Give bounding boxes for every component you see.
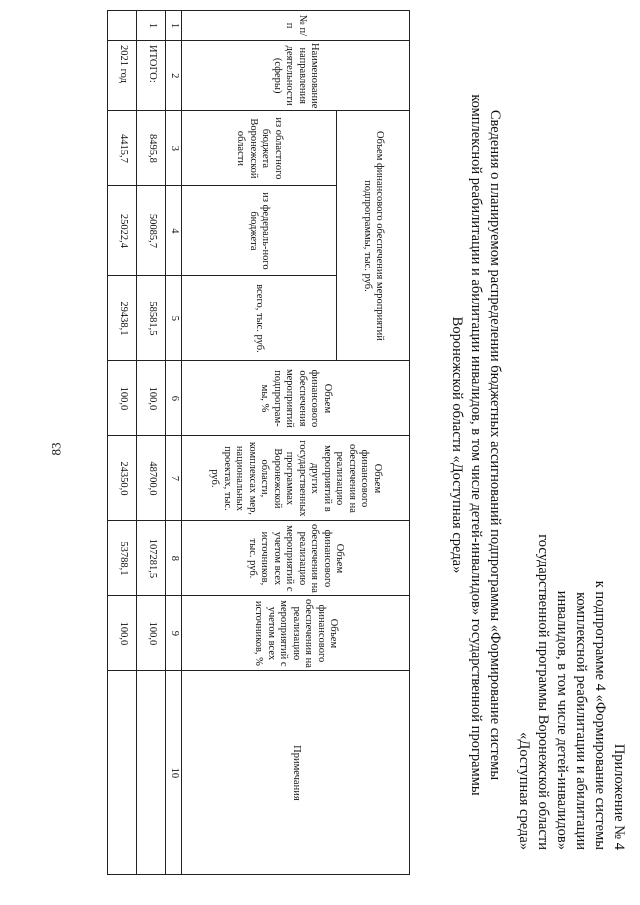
column-number: 6 — [166, 361, 182, 436]
document-heading — [447, 10, 504, 880]
table-row — [108, 11, 137, 875]
appendix-line: инвалидов, в том числе детей-инвалидов» — [554, 590, 570, 850]
column-number: 9 — [166, 596, 182, 671]
cell-notes — [108, 671, 137, 875]
cell-federal: 50085,7 — [137, 186, 166, 276]
cell-all-sources-pct: 100,0 — [137, 596, 166, 671]
rotated-sheet — [42, 10, 640, 880]
header-regional: из областного бюджета Воронежской области — [182, 111, 337, 186]
cell-other: 24350,0 — [108, 436, 137, 521]
heading-line: комплексной реабилитации и абилитации инвалидов, в том числе детей-инвалидов» государственной программы — [468, 94, 484, 796]
cell-federal: 25022,4 — [108, 186, 137, 276]
column-number: 10 — [166, 671, 182, 875]
cell-name: 2021 год — [108, 41, 137, 111]
cell-all-sources: 53788,1 — [108, 521, 137, 596]
cell-share: 100,0 — [108, 361, 137, 436]
header-all-sources-pct: Объем финансового обеспечения на реализацию мероприятий с учетом всех источников, % — [182, 596, 410, 671]
heading-line: Воронежской области «Доступная среда» — [449, 316, 465, 574]
appendix-line: к подпрограмме 4 «Формирование системы — [592, 580, 608, 850]
header-total: всего, тыс. руб. — [182, 276, 337, 361]
column-number: 7 — [166, 436, 182, 521]
cell-all-sources-pct: 100,0 — [108, 596, 137, 671]
cell-total: 29438,1 — [108, 276, 137, 361]
column-number: 5 — [166, 276, 182, 361]
column-number: 2 — [166, 41, 182, 111]
appendix-line: «Доступная среда» — [516, 732, 532, 850]
header-no: № п/п — [182, 11, 410, 41]
header-notes: Примечания — [182, 671, 410, 875]
column-number: 4 — [166, 186, 182, 276]
heading-line: Сведения о планируемом распределении бюджетных ассигнований подпрограммы «Формирование системы — [487, 109, 503, 781]
header-all-sources: Объем финансового обеспечения на реализацию мероприятий с учетом всех источников, тыс. руб. — [182, 521, 410, 596]
table-row — [137, 11, 166, 875]
header-direction: Наименование направления деятельности (сферы) — [182, 41, 410, 111]
appendix-line: Приложение № 4 — [611, 743, 627, 850]
appendix-line: государственной программы Воронежской области — [535, 534, 551, 850]
cell-total: 58581,5 — [137, 276, 166, 361]
column-number: 1 — [166, 11, 182, 41]
cell-share: 100,0 — [137, 361, 166, 436]
cell-notes — [137, 671, 166, 875]
cell-other: 48700,0 — [137, 436, 166, 521]
financing-table — [108, 10, 411, 875]
cell-regional: 4415,7 — [108, 111, 137, 186]
header-share: Объем финансового обеспечения мероприятий подпрограм-мы, % — [182, 361, 410, 436]
cell-all-sources: 107281,5 — [137, 521, 166, 596]
header-federal: из федераль-ного бюджета — [182, 186, 337, 276]
header-other: Объем финансового обеспечения на реализацию мероприятий в других государственных программах Воронежской области, комплексах мер, национальных проектах, тыс. руб. — [182, 436, 410, 521]
appendix-line: комплексной реабилитации и абилитации — [573, 592, 589, 850]
header-group: Объем финансового обеспечения мероприятий подпрограммы, тыс. руб. — [337, 111, 410, 361]
table-header-row — [337, 11, 410, 875]
cell-no — [108, 11, 137, 41]
appendix-caption — [514, 534, 628, 850]
cell-regional: 8495,8 — [137, 111, 166, 186]
cell-name: ИТОГО: — [137, 41, 166, 111]
column-number: 8 — [166, 521, 182, 596]
column-number-row — [166, 11, 182, 875]
page-number: 83 — [48, 442, 64, 456]
column-number: 3 — [166, 111, 182, 186]
cell-no: 1 — [137, 11, 166, 41]
